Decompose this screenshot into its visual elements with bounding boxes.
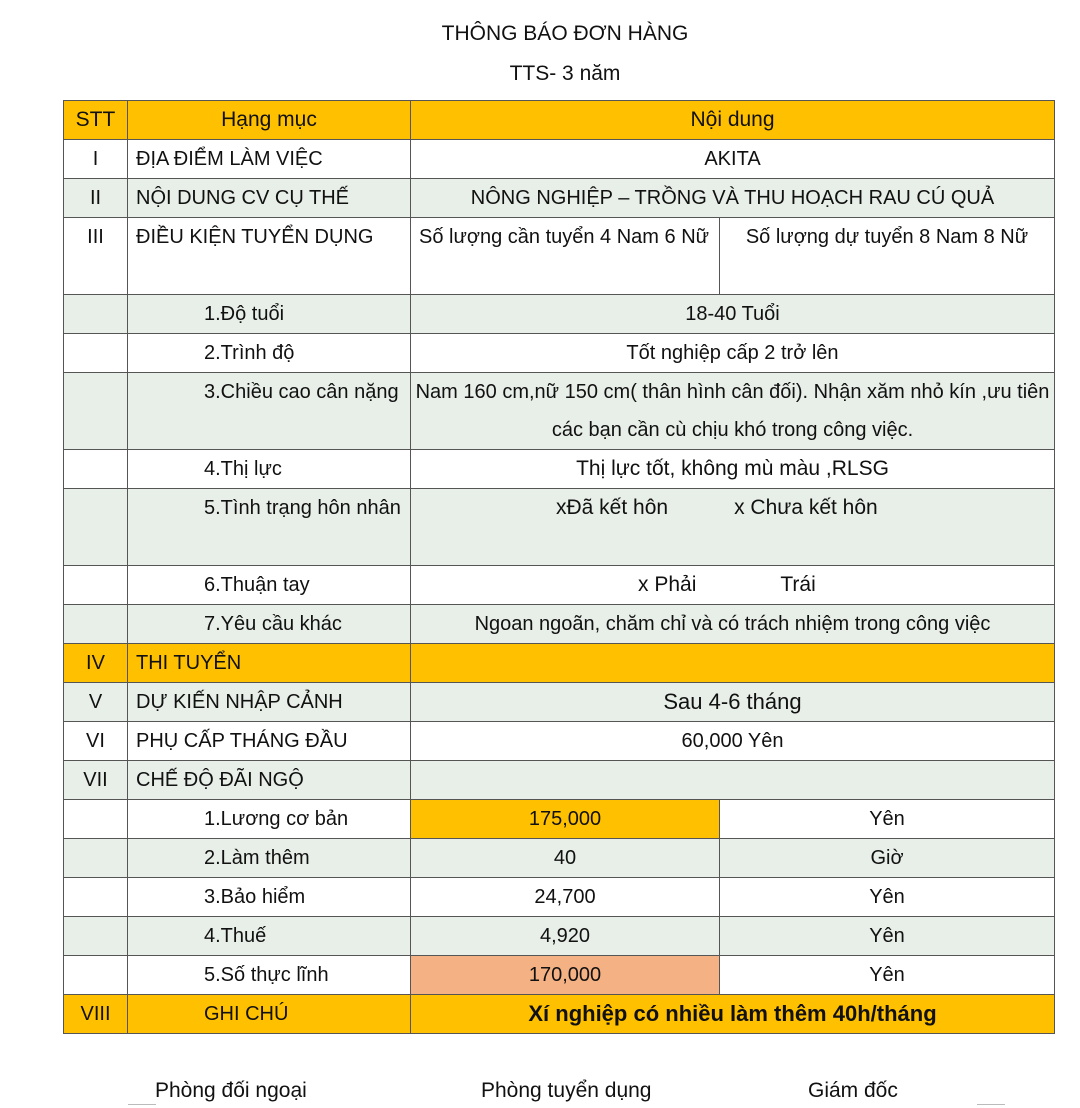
content-cell: Sau 4-6 tháng xyxy=(411,683,1055,722)
amount-cell: 170,000 xyxy=(411,956,720,995)
category-cell: 7.Yêu cầu khác xyxy=(128,605,411,644)
stt-cell xyxy=(64,334,128,373)
single-option: x Chưa kết hôn xyxy=(734,496,878,519)
stt-cell: III xyxy=(64,218,128,295)
stt-cell xyxy=(64,800,128,839)
row-tax xyxy=(64,917,1055,956)
header-category: Hạng mục xyxy=(128,101,411,140)
category-cell: 2.Làm thêm xyxy=(128,839,411,878)
category-cell: CHẾ ĐỘ ĐÃI NGỘ xyxy=(128,761,411,800)
content-cell xyxy=(411,489,1055,566)
category-cell: 1.Độ tuổi xyxy=(128,295,411,334)
table-header-row xyxy=(64,101,1055,140)
content-cell: Thị lực tốt, không mù màu ,RLSG xyxy=(411,450,1055,489)
signature-recruitment-dept: Phòng tuyển dụng xyxy=(481,1079,652,1102)
row-job xyxy=(64,179,1055,218)
stt-cell xyxy=(64,295,128,334)
content-cell xyxy=(411,566,1055,605)
category-cell: ĐIỀU KIỆN TUYỂN DỤNG xyxy=(128,218,411,295)
stt-cell xyxy=(64,566,128,605)
unit-cell: Giờ xyxy=(720,839,1055,878)
signature-foreign-dept: Phòng đối ngoại xyxy=(155,1079,307,1102)
category-cell: 6.Thuận tay xyxy=(128,566,411,605)
signature-director: Giám đốc xyxy=(808,1079,898,1102)
category-cell: THI TUYỂN xyxy=(128,644,411,683)
category-cell: NỘI DUNG CV CỤ THẾ xyxy=(128,179,411,218)
row-location xyxy=(64,140,1055,179)
stt-cell: V xyxy=(64,683,128,722)
row-allowance xyxy=(64,722,1055,761)
signature-line xyxy=(977,1104,1005,1105)
category-cell: 4.Thuế xyxy=(128,917,411,956)
right-hand-option: x Phải xyxy=(638,573,697,596)
stt-cell xyxy=(64,839,128,878)
stt-cell: VIII xyxy=(64,995,128,1034)
row-other xyxy=(64,605,1055,644)
order-table xyxy=(63,100,1055,1034)
signature-line xyxy=(128,1104,156,1105)
category-cell: ĐỊA ĐIỂM LÀM VIỆC xyxy=(128,140,411,179)
category-cell: DỰ KIẾN NHẬP CẢNH xyxy=(128,683,411,722)
category-cell: 5.Số thực lĩnh xyxy=(128,956,411,995)
stt-cell xyxy=(64,878,128,917)
row-conditions xyxy=(64,218,1055,295)
row-benefits xyxy=(64,761,1055,800)
married-option: xĐã kết hôn xyxy=(556,496,669,519)
stt-cell xyxy=(64,917,128,956)
content-cell: Nam 160 cm,nữ 150 cm( thân hình cân đối). Nhận xăm nhỏ kín ,ưu tiên các bạn cần cù chịu khó trong công việc. xyxy=(411,373,1055,450)
document-subtitle: TTS- 3 năm xyxy=(509,62,621,85)
header-stt: STT xyxy=(64,101,128,140)
stt-cell xyxy=(64,489,128,566)
row-age xyxy=(64,295,1055,334)
category-cell: 5.Tình trạng hôn nhân xyxy=(128,489,411,566)
stt-cell xyxy=(64,450,128,489)
stt-cell: II xyxy=(64,179,128,218)
category-cell: 4.Thị lực xyxy=(128,450,411,489)
category-cell: 2.Trình độ xyxy=(128,334,411,373)
category-cell: 3.Chiều cao cân nặng xyxy=(128,373,411,450)
unit-cell: Yên xyxy=(720,917,1055,956)
content-cell: AKITA xyxy=(411,140,1055,179)
category-cell: GHI CHÚ xyxy=(128,995,411,1034)
planned-cell: Số lượng dự tuyển 8 Nam 8 Nữ xyxy=(720,218,1055,295)
row-overtime xyxy=(64,839,1055,878)
amount-cell: 40 xyxy=(411,839,720,878)
unit-cell: Yên xyxy=(720,956,1055,995)
content-cell: NÔNG NGHIỆP – TRỒNG VÀ THU HOẠCH RAU CÚ QUẢ xyxy=(411,179,1055,218)
row-departure xyxy=(64,683,1055,722)
row-insurance xyxy=(64,878,1055,917)
row-eyesight xyxy=(64,450,1055,489)
unit-cell: Yên xyxy=(720,800,1055,839)
row-education xyxy=(64,334,1055,373)
stt-cell xyxy=(64,956,128,995)
document-title: THÔNG BÁO ĐƠN HÀNG xyxy=(441,22,689,45)
content-cell: Ngoan ngoãn, chăm chỉ và có trách nhiệm trong công việc xyxy=(411,605,1055,644)
row-height-weight xyxy=(64,373,1055,450)
category-cell: PHỤ CẤP THÁNG ĐẦU xyxy=(128,722,411,761)
content-cell: Xí nghiệp có nhiều làm thêm 40h/tháng xyxy=(411,995,1055,1034)
stt-cell: VI xyxy=(64,722,128,761)
header-content: Nội dung xyxy=(411,101,1055,140)
content-cell: 18-40 Tuổi xyxy=(411,295,1055,334)
amount-cell: 175,000 xyxy=(411,800,720,839)
amount-cell: 4,920 xyxy=(411,917,720,956)
left-hand-option: Trái xyxy=(780,573,816,596)
unit-cell: Yên xyxy=(720,878,1055,917)
row-exam xyxy=(64,644,1055,683)
stt-cell xyxy=(64,605,128,644)
row-net-pay xyxy=(64,956,1055,995)
stt-cell: VII xyxy=(64,761,128,800)
row-handedness xyxy=(64,566,1055,605)
content-cell xyxy=(411,644,1055,683)
stt-cell xyxy=(64,373,128,450)
row-note xyxy=(64,995,1055,1034)
content-cell: Tốt nghiệp cấp 2 trở lên xyxy=(411,334,1055,373)
amount-cell: 24,700 xyxy=(411,878,720,917)
row-base-salary xyxy=(64,800,1055,839)
category-cell: 1.Lương cơ bản xyxy=(128,800,411,839)
content-cell xyxy=(411,761,1055,800)
stt-cell: IV xyxy=(64,644,128,683)
stt-cell: I xyxy=(64,140,128,179)
category-cell: 3.Bảo hiểm xyxy=(128,878,411,917)
needed-cell: Số lượng cần tuyển 4 Nam 6 Nữ xyxy=(411,218,720,295)
row-marital xyxy=(64,489,1055,566)
content-cell: 60,000 Yên xyxy=(411,722,1055,761)
